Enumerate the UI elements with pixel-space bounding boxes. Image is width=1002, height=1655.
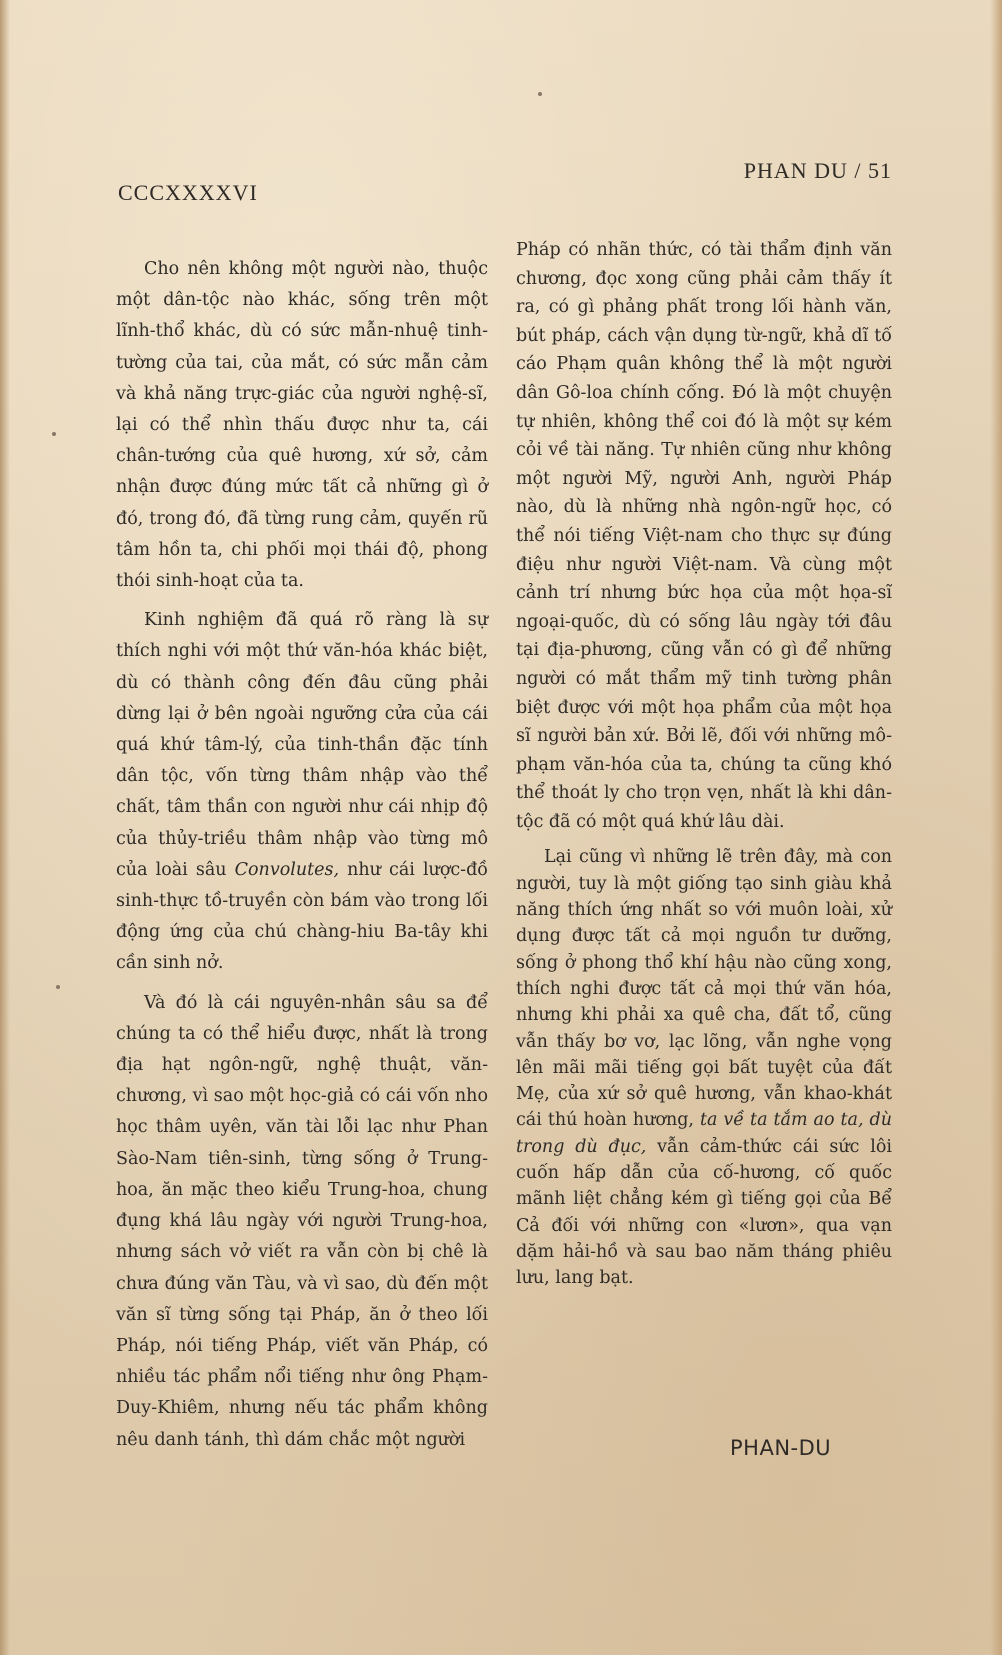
paragraph-text: Kinh nghiệm đã quá rõ ràng là sự thích nghi với một thứ văn-hóa khác biệt, dù có thành công đến đâu cũng phải dừng lại ở bên ngoài ngưỡng cửa của cái quá khứ tâm-lý, của tinh-thần đặc tính dân tộc, vốn từng thâm nhập vào thể chất, tâm thần con người như cái nhịp độ của thủy-triều thâm nhập vào từng mô của loài sâu bbox=[116, 610, 488, 880]
paragraph-text: Lại cũng vì những lẽ trên đây, mà con người, tuy là một giống tạo sinh giàu khả năng thích ứng nhất so với muôn loài, xử dụng được tất cả mọi nguồn tư dưỡng, sống ở phong thổ khí hậu nào cũng xong, thích nghi được tất cả mọi thứ văn hóa, nhưng khi phải xa quê cha, đất tổ, cũng vẫn thấy bơ vơ, lạc lõng, vẫn nghe vọng lên mãi mãi tiếng gọi bất tuyệt của đất Mẹ, của xứ sở quê hương, vẫn khao-khát cái thú hoàn hương, bbox=[516, 847, 892, 1131]
paragraph-continued: Pháp có nhãn thức, có tài thẩm định văn chương, đọc xong cũng phải cảm thấy ít ra, có gì phảng phất trong lối hành văn, bút pháp, cách vận dụng từ-ngữ, khả dĩ tố cáo Phạm quân không thể là một người dân Gô-loa chính cống. Đó là một chuyện tự nhiên, không thể coi đó là một sự kém cỏi về tài năng. Tự nhiên cũng như không một người Mỹ, người Anh, người Pháp nào, dù là những nhà ngôn-ngữ học, có thể nói tiếng Việt-nam cho thực sự đúng điệu như người Việt-nam. Và cùng một cảnh trí nhưng bức họa của một họa-sĩ ngoại-quốc, dù có sống lâu ngày tới đâu tại địa-phương, cũng vẫn có gì để những người có mắt thẩm mỹ tinh tường phân biệt được với một họa phẩm của một họa sĩ người bản xứ. Bởi lẽ, đối với những mô-phạm văn-hóa của ta, chúng ta cũng khó thể thoát ly cho trọn vẹn, nhất là khi dân-tộc đã có một quá khứ lâu dài. bbox=[516, 240, 892, 832]
italic-term: Convolutes, bbox=[234, 859, 340, 880]
right-text-column bbox=[516, 236, 892, 1292]
author-signature: PHAN-DU bbox=[730, 1436, 832, 1460]
paragraph bbox=[516, 844, 892, 1291]
paragraph bbox=[116, 605, 488, 979]
paragraph-text: như cái lược-đồ sinh-thực tồ-truyền còn bám vào trong lối động ứng của chú chàng-hiu Ba-tây khi cần sinh nở. bbox=[116, 859, 488, 974]
italic-quote: ta về ta tắm ao ta, dù trong dù đục, bbox=[516, 1110, 892, 1157]
left-text-column bbox=[116, 254, 488, 1464]
paragraph: Cho nên không một người nào, thuộc một dân-tộc nào khác, sống trên một lĩnh-thổ khác, dù có sức mẫn-nhuệ tinh-tường của tai, của mắt, có sức mẫn cảm và khả năng trực-giác của người nghệ-sĩ, lại có thể nhìn thấu được như ta, cái chân-tướng của quê hương, xứ sở, cảm nhận được đúng mức tất cả những gì ở đó, trong đó, đã từng rung cảm, quyến rũ tâm hồn ta, chi phối mọi thái độ, phong thói sinh-hoạt của ta. bbox=[116, 259, 488, 592]
running-head-page-number: PHAN DU / 51 bbox=[743, 158, 892, 183]
paragraph-text: vẫn cảm-thức cái sức lôi cuốn hấp dẫn của cố-hương, cố quốc mãnh liệt chẳng kém gì tiếng gọi của Bể Cả đối với những con «lươn», qua vạn dặm hải-hồ và sau bao năm tháng phiêu lưu, lang bạt. bbox=[516, 1136, 892, 1289]
paper-speck bbox=[52, 432, 56, 436]
paper-speck bbox=[538, 92, 542, 96]
paragraph: Và đó là cái nguyên-nhân sâu sa để chúng ta có thể hiểu được, nhất là trong địa hạt ngôn-ngữ, nghệ thuật, văn-chương, vì sao một học-giả có cái vốn nho học thâm uyên, văn tài lỗi lạc như Phan Sào-Nam tiên-sinh, từng sống ở Trung-hoa, ăn mặc theo kiểu Trung-hoa, chung đụng khá lâu ngày với người Trung-hoa, nhưng sách vở viết ra vẫn còn bị chê là chưa đúng văn Tàu, và vì sao, dù đến một văn sĩ từng sống tại Pháp, ăn ở theo lối Pháp, nói tiếng Pháp, viết văn Pháp, có nhiều tác phẩm nổi tiếng như ông Phạm-Duy-Khiêm, nhưng nếu tác phẩm không nêu danh tánh, thì dám chắc một người bbox=[116, 992, 488, 1450]
paper-speck bbox=[56, 985, 60, 989]
section-mark: CCCXXXXVI bbox=[118, 180, 258, 205]
